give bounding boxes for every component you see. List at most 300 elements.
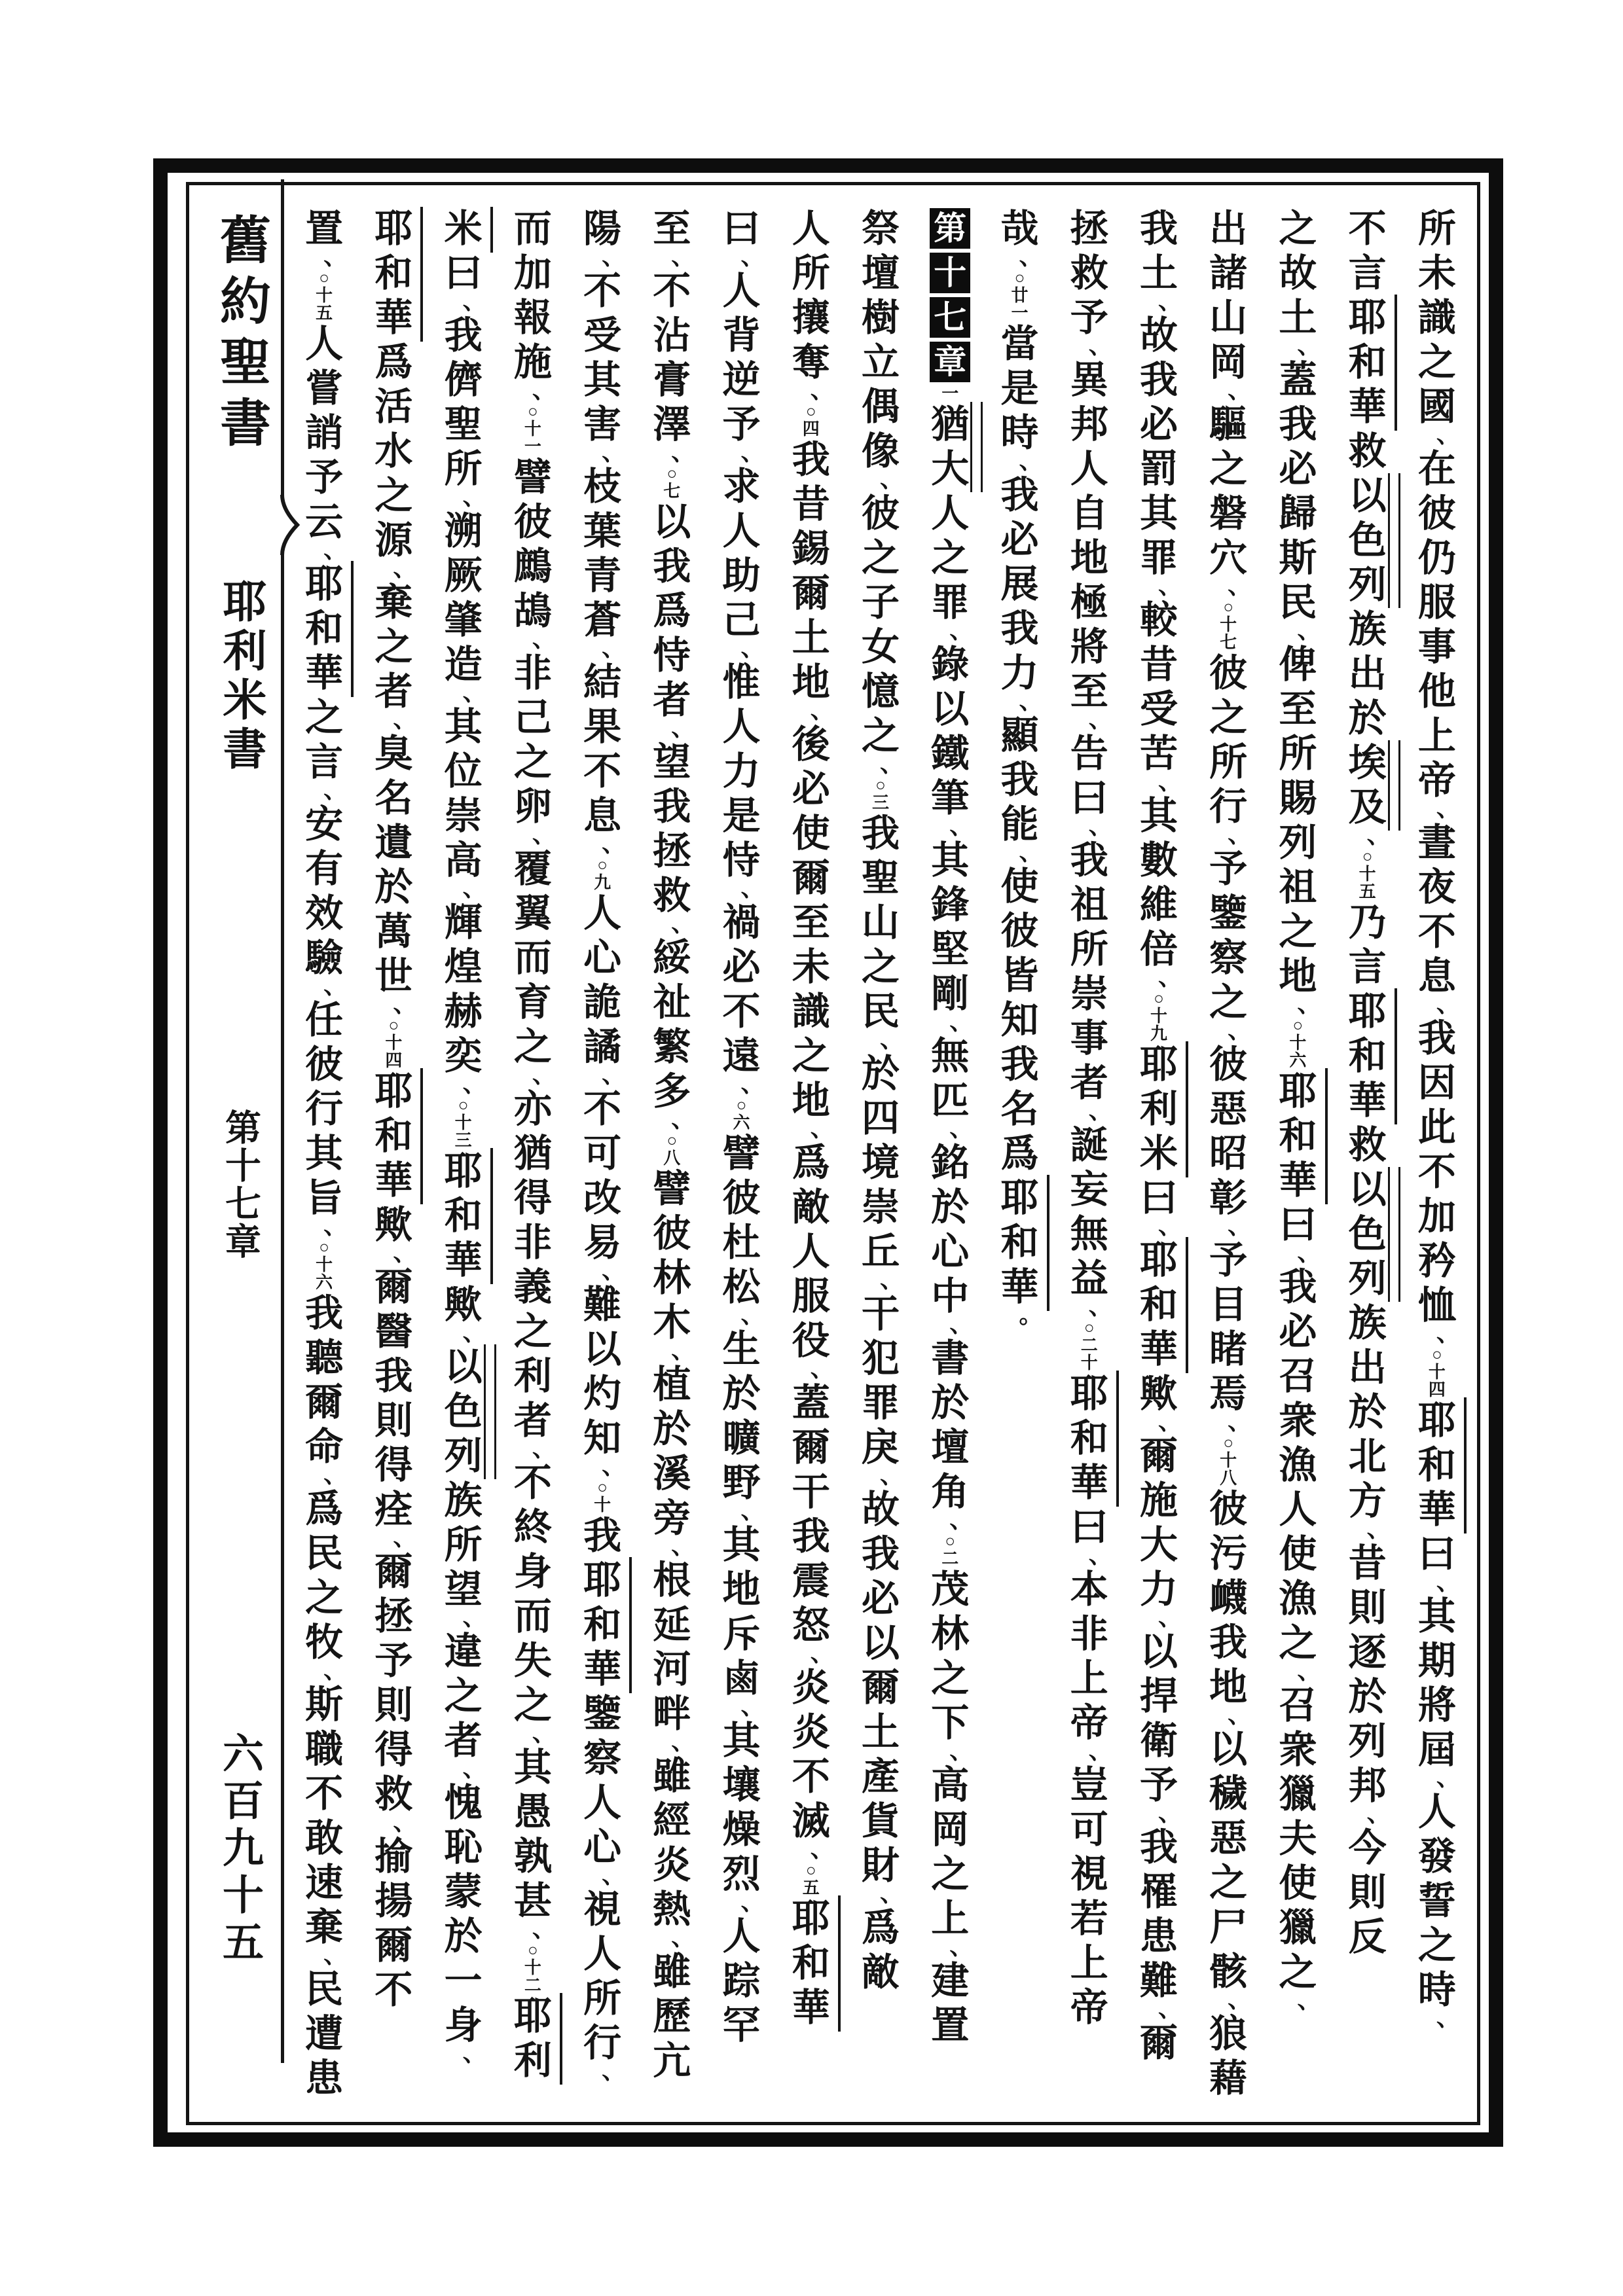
chapter-heading-char	[915, 296, 985, 340]
text-char: 曰	[1279, 1204, 1317, 1246]
text-char: 世	[374, 955, 413, 997]
text-char: 服	[1417, 581, 1456, 624]
punctuation-mark: 、	[810, 377, 834, 403]
text-char: 名	[1000, 1088, 1039, 1130]
text-char: 其	[722, 1524, 761, 1566]
text-char: 祭	[862, 207, 900, 250]
text-char: 生	[722, 1328, 761, 1371]
text-char: 救	[1348, 430, 1387, 473]
text-char: 磐	[1209, 492, 1248, 535]
text-char: 我	[1279, 1266, 1317, 1308]
text-char: 不	[1417, 1151, 1456, 1193]
punctuation-mark: 、	[462, 875, 486, 901]
text-char: 骸	[1209, 1950, 1248, 1993]
text-char: 木	[653, 1301, 691, 1344]
text-char: 罪	[1139, 537, 1178, 579]
text-char: 地	[792, 1079, 830, 1122]
proper-name-char: 耶	[359, 207, 428, 251]
punctuation-mark: 、	[1228, 1213, 1252, 1239]
text-char: 儕	[444, 359, 483, 401]
text-char: 邦	[1070, 403, 1108, 446]
verse-number: 一	[524, 437, 541, 456]
text-char: 茂	[931, 1568, 970, 1611]
text-area	[289, 207, 1472, 2123]
text-char: 愚	[513, 1791, 552, 1833]
text-char: 國	[1417, 386, 1456, 428]
text-char: 惡	[1209, 1817, 1248, 1859]
proper-name-char: 華	[568, 1647, 637, 1692]
text-char: 我	[1279, 403, 1317, 446]
text-char: 壇	[862, 252, 900, 295]
punctuation-mark: 、	[880, 1462, 904, 1488]
text-char: 必	[792, 768, 830, 810]
punctuation-mark: 、	[671, 715, 695, 741]
text-char: 覆	[513, 848, 552, 890]
text-char: 鹵	[722, 1657, 761, 1700]
verse-number: 十	[1289, 1033, 1307, 1052]
text-char: 其	[1139, 795, 1178, 837]
text-char: 當	[1000, 323, 1039, 365]
text-char: 我	[1000, 474, 1039, 516]
text-char: 岡	[1209, 341, 1248, 384]
proper-name-char: 和	[1333, 1034, 1402, 1079]
text-char: 蒙	[444, 1871, 483, 1913]
text-char: 我	[1000, 759, 1039, 801]
punctuation-mark: 、	[393, 1240, 417, 1266]
text-char: 踪	[722, 1960, 761, 2002]
text-char: 身	[444, 2004, 483, 2047]
proper-name-char: 耶	[1402, 1399, 1472, 1443]
text-char: 地	[722, 1568, 761, 1611]
text-char: 爲	[1000, 1132, 1039, 1175]
text-column	[1402, 207, 1472, 2123]
punctuation-mark: 、	[671, 1924, 695, 1950]
text-char: 崇	[444, 795, 483, 837]
text-char: 晝	[1417, 821, 1456, 864]
text-char: 施	[1139, 1479, 1178, 1522]
verse-number: 五	[1359, 882, 1376, 901]
text-char: 地	[1279, 955, 1317, 997]
text-char: 望	[444, 1568, 483, 1611]
proper-name-char: 耶	[1124, 1238, 1194, 1283]
text-char: 山	[1209, 296, 1248, 339]
text-char: 敵	[792, 1186, 830, 1229]
text-char: 漁	[1279, 1577, 1317, 1620]
text-char: 非	[1070, 1613, 1108, 1655]
text-char: 歟	[444, 1283, 483, 1326]
text-char: 河	[653, 1648, 691, 1691]
proper-name-char: 和	[1402, 1443, 1472, 1488]
proper-name-char: 華	[1263, 1158, 1332, 1203]
proper-name-char: 耶	[776, 1897, 846, 1941]
text-char: 下	[931, 1702, 970, 1744]
verse-number: 四	[385, 1051, 403, 1070]
place-name-char: 及	[1333, 785, 1402, 830]
text-char: 昔	[1139, 643, 1178, 686]
proper-name-char: 耶	[1124, 1043, 1194, 1087]
verse-number: ○	[597, 1478, 608, 1497]
punctuation-mark: 、	[1366, 1516, 1391, 1542]
text-char: 其	[1139, 492, 1178, 535]
punctuation-mark: 、	[1297, 1987, 1321, 2013]
text-char: 聽	[305, 1336, 344, 1379]
proper-name-char: 和	[1124, 1283, 1194, 1327]
text-char: 厥	[444, 554, 483, 597]
text-char: 告	[1070, 732, 1108, 775]
text-char: 息	[1417, 955, 1456, 997]
punctuation-mark: 、	[393, 991, 417, 1017]
text-char: 孰	[513, 1835, 552, 1878]
text-char: 效	[305, 892, 344, 935]
text-char: 察	[583, 1737, 622, 1780]
text-char: 罕	[722, 2004, 761, 2047]
text-char: 豈	[1070, 1764, 1108, 1806]
proper-name-char: 利	[1124, 1087, 1194, 1132]
text-char: 藉	[1209, 2057, 1248, 2100]
text-char: 之	[513, 1026, 552, 1068]
text-char: 力	[1000, 652, 1039, 694]
text-char: 譎	[583, 1026, 622, 1068]
text-char: 難	[1139, 1960, 1178, 2002]
text-char: 有	[305, 848, 344, 890]
punctuation-mark: 、	[810, 1355, 834, 1382]
verse-number: 十	[454, 1113, 472, 1132]
text-char: 故	[1279, 252, 1317, 295]
text-char: 尸	[1209, 1906, 1248, 1948]
text-char: 易	[583, 1221, 622, 1264]
text-char: 名	[374, 777, 413, 819]
text-char: 以	[583, 1328, 622, 1371]
punctuation-mark: 、	[323, 243, 348, 270]
chapter-heading-char	[915, 251, 985, 296]
text-char: 爲	[305, 1488, 344, 1530]
place-name-char: 列	[1333, 563, 1402, 607]
punctuation-mark: 、	[1019, 839, 1043, 865]
text-char: 高	[931, 1764, 970, 1806]
verse-number: 六	[316, 1273, 333, 1292]
text-char: 彼	[1417, 492, 1456, 535]
text-char: 其	[722, 1719, 761, 1762]
text-char: 禍	[722, 901, 761, 944]
proper-name-char: 米	[428, 207, 498, 251]
verse-number: 十	[316, 1255, 333, 1274]
text-column	[1333, 207, 1402, 2123]
text-char: 綏	[653, 937, 691, 979]
punctuation-mark: 、	[810, 1115, 834, 1141]
verse-number: ○	[597, 855, 608, 874]
text-char: 罹	[1139, 1871, 1178, 1913]
verse-number: 八	[663, 1149, 681, 1168]
text-char: 敵	[862, 1951, 900, 1994]
text-char: 爲	[653, 590, 691, 632]
text-char: 乃	[1348, 901, 1387, 944]
text-char: 人	[792, 1230, 830, 1273]
punctuation-mark: 、	[1228, 1702, 1252, 1728]
verse-number: 二	[524, 1976, 541, 1995]
text-char: 仍	[1417, 537, 1456, 579]
text-char: 林	[653, 1257, 691, 1299]
text-char: 爾	[374, 1924, 413, 1967]
text-char: 人	[583, 892, 622, 935]
punctuation-mark: 、	[949, 1933, 974, 1960]
verse-number: 一	[941, 384, 959, 403]
text-char: 堅	[931, 928, 970, 971]
text-char: 彼	[1209, 1488, 1248, 1530]
text-char: 我	[1139, 1826, 1178, 1869]
punctuation-mark: 、	[1436, 2005, 1460, 2031]
text-char: 猶	[513, 1132, 552, 1175]
text-column	[428, 207, 498, 2123]
chapter-heading-box: 章	[930, 342, 970, 382]
chapter-label: 第十七章	[220, 1109, 260, 1261]
text-char: 不	[305, 1772, 344, 1815]
punctuation-mark: 、	[1158, 1408, 1182, 1435]
text-char: 爾	[305, 1381, 344, 1424]
text-char: 植	[653, 1363, 691, 1406]
text-char: 不	[583, 1088, 622, 1130]
text-char: 偶	[862, 386, 900, 428]
punctuation-mark: 、	[1158, 964, 1182, 990]
proper-name-char: 和	[359, 251, 428, 296]
text-char: 是	[1000, 367, 1039, 410]
text-char: 苦	[1139, 732, 1178, 775]
punctuation-mark: 、	[671, 1533, 695, 1559]
verse-number: 四	[1428, 1380, 1446, 1399]
text-char: 展	[1000, 563, 1039, 605]
text-char: 曠	[722, 1417, 761, 1460]
punctuation-mark: 、	[602, 439, 626, 465]
text-char: 民	[305, 1968, 344, 2011]
text-char: 衊	[1209, 1577, 1248, 1619]
punctuation-mark: 、	[602, 1257, 626, 1283]
text-char: 斯	[305, 1683, 344, 1726]
proper-name-char: 華	[1333, 1079, 1402, 1123]
text-char: 鴣	[513, 590, 552, 632]
verse-number: 十	[1080, 1354, 1098, 1372]
text-char: 目	[1209, 1283, 1248, 1326]
verse-number: ○	[1154, 989, 1164, 1008]
text-char: 於	[653, 1408, 691, 1450]
text-char: 犯	[862, 1337, 900, 1380]
text-char: 期	[1417, 1640, 1456, 1682]
punctuation-mark: 、	[323, 777, 348, 803]
text-char: 譬	[722, 1132, 761, 1175]
text-char: 所	[444, 1524, 483, 1566]
text-char: 牧	[305, 1621, 344, 1664]
text-char: 爲	[862, 1907, 900, 1949]
punctuation-mark: 、	[1366, 822, 1391, 848]
text-char: 爲	[374, 341, 413, 384]
text-char: 力	[722, 750, 761, 793]
verse-number: 三	[872, 793, 890, 812]
proper-name-char: 和	[985, 1221, 1054, 1265]
punctuation-mark: 、	[1158, 288, 1182, 314]
punctuation-mark: 、	[671, 1337, 695, 1363]
text-char: 錫	[792, 528, 830, 570]
text-char: 上	[1070, 1942, 1108, 1984]
punctuation-mark: 、	[671, 1106, 695, 1132]
text-char: 壤	[722, 1764, 761, 1806]
text-char: 之	[1209, 696, 1248, 739]
text-char: 以	[931, 688, 970, 730]
verse-number: ○	[875, 776, 886, 795]
verse-number: 九	[594, 873, 611, 892]
text-char: 斯	[1279, 537, 1317, 579]
place-name-char: 色	[1333, 1212, 1402, 1257]
text-char: 於	[444, 1915, 483, 1958]
text-char: 必	[1139, 403, 1178, 446]
punctuation-mark: 。	[1019, 1302, 1043, 1328]
text-char: 使	[1279, 1862, 1317, 1905]
section-title: 耶利米書	[217, 579, 265, 775]
text-char: 倍	[1139, 928, 1178, 971]
text-char: 識	[792, 990, 830, 1033]
text-char: 者	[513, 1399, 552, 1442]
text-char: 陽	[583, 207, 622, 250]
text-char: 土	[1279, 296, 1317, 339]
text-char: 於	[722, 1372, 761, 1415]
text-char: 今	[1348, 1827, 1387, 1869]
verse-number: 六	[1289, 1051, 1307, 1070]
verse-number: 六	[733, 1113, 750, 1132]
text-char: 施	[513, 341, 552, 384]
proper-name-char: 華	[428, 1238, 498, 1283]
punctuation-mark: 、	[1436, 422, 1460, 448]
verse-number: 十	[385, 1033, 403, 1052]
text-char: 異	[1070, 359, 1108, 401]
text-char: 恃	[722, 839, 761, 882]
text-char: 使	[792, 812, 830, 855]
text-char: 矜	[1417, 1240, 1456, 1282]
punctuation-mark: 、	[1297, 1658, 1321, 1684]
text-char: 皆	[1000, 954, 1039, 997]
chapter-heading-box: 七	[930, 297, 970, 338]
text-char: 爾	[1139, 1435, 1178, 1477]
punctuation-mark: 、	[810, 1640, 834, 1666]
text-char: 時	[1000, 412, 1039, 454]
text-char: 根	[653, 1559, 691, 1602]
verse-number: ○	[805, 1861, 816, 1880]
text-char: 者	[653, 679, 691, 721]
text-char: 救	[1348, 1124, 1387, 1166]
text-char: 葉	[583, 510, 622, 552]
text-column	[985, 207, 1054, 2123]
punctuation-mark: 、	[1228, 821, 1252, 848]
text-char: 之	[1279, 1951, 1317, 1994]
verse-number: ○	[458, 1096, 469, 1115]
proper-name-char: 耶	[1333, 990, 1402, 1034]
punctuation-mark: 、	[602, 1062, 626, 1088]
chapter-heading-char	[915, 207, 985, 251]
text-char: 中	[931, 1275, 970, 1318]
text-char: 所	[1417, 207, 1456, 250]
text-char: 山	[862, 901, 900, 944]
text-char: 至	[1279, 688, 1317, 730]
text-char: 罪	[862, 1382, 900, 1424]
text-char: 之	[862, 537, 900, 579]
text-char: 溪	[653, 1452, 691, 1495]
punctuation-mark: 、	[740, 1693, 765, 1719]
text-column	[846, 207, 915, 2123]
punctuation-mark: 、	[1088, 706, 1112, 732]
text-char: 大	[1139, 1524, 1178, 1566]
text-char: 者	[374, 670, 413, 713]
text-char: 彰	[1209, 1177, 1248, 1219]
verse-number: ○	[1014, 268, 1025, 287]
verse-number: ○	[805, 402, 816, 421]
text-column	[359, 207, 428, 2123]
text-char: 旨	[305, 1177, 344, 1219]
text-char: 救	[1070, 252, 1108, 295]
text-char: 鋒	[931, 884, 970, 926]
text-char: 予	[722, 403, 761, 446]
punctuation-mark: 、	[1228, 1986, 1252, 2013]
punctuation-mark: 、	[740, 875, 765, 901]
text-char: 我	[1000, 607, 1039, 650]
text-char: 土	[1139, 252, 1178, 295]
punctuation-mark: 、	[1436, 1320, 1460, 1346]
text-char: 歸	[1279, 492, 1317, 535]
punctuation-mark: 、	[1088, 1098, 1112, 1124]
text-column	[1194, 207, 1263, 2123]
verse-number: ○	[388, 1016, 399, 1035]
verse-number: 七	[663, 482, 681, 501]
text-char: 之	[931, 1853, 970, 1895]
text-char: 使	[1000, 865, 1039, 908]
verse-number: ○	[945, 1532, 956, 1551]
text-char: 斥	[722, 1613, 761, 1655]
text-char: 必	[862, 1577, 900, 1620]
text-char: 族	[1348, 1302, 1387, 1344]
text-char: 我	[1000, 1043, 1039, 1086]
proper-name-char: 和	[359, 1114, 428, 1158]
punctuation-mark: 、	[949, 813, 974, 839]
text-char: 至	[1070, 670, 1108, 713]
text-char: 無	[931, 1035, 970, 1077]
proper-name-char: 和	[289, 607, 359, 651]
text-char: 之	[1417, 1924, 1456, 1967]
text-char: 失	[513, 1640, 552, 1682]
text-char: 產	[862, 1755, 900, 1798]
text-char: 視	[583, 1888, 622, 1931]
text-char: 育	[513, 981, 552, 1024]
text-char: 人	[792, 207, 830, 250]
punctuation-mark: 、	[1297, 991, 1321, 1017]
punctuation-mark: 、	[880, 751, 904, 777]
proper-name-char: 華	[1055, 1461, 1124, 1505]
chapter-heading-box: 十	[930, 253, 970, 293]
text-char: 曰	[722, 207, 761, 250]
punctuation-mark: 、	[462, 484, 486, 510]
verse-number: 三	[454, 1131, 472, 1150]
punctuation-mark: 、	[323, 973, 348, 999]
verse-number: ○	[666, 1131, 678, 1150]
proper-name-char: 華	[1333, 385, 1402, 429]
text-char: 震	[792, 1560, 830, 1602]
text-char: 之	[931, 1657, 970, 1700]
punctuation-mark: 、	[323, 1942, 348, 1968]
text-char: 經	[653, 1799, 691, 1842]
text-char: 故	[1139, 314, 1178, 357]
text-char: 極	[1070, 581, 1108, 624]
text-char: 穢	[1209, 1772, 1248, 1815]
text-char: 財	[862, 1844, 900, 1887]
text-char: 數	[1139, 839, 1178, 882]
text-char: 揚	[374, 1880, 413, 1922]
text-char: 役	[792, 1319, 830, 1362]
text-char: 察	[1209, 937, 1248, 979]
text-char: 昔	[1348, 1542, 1387, 1585]
